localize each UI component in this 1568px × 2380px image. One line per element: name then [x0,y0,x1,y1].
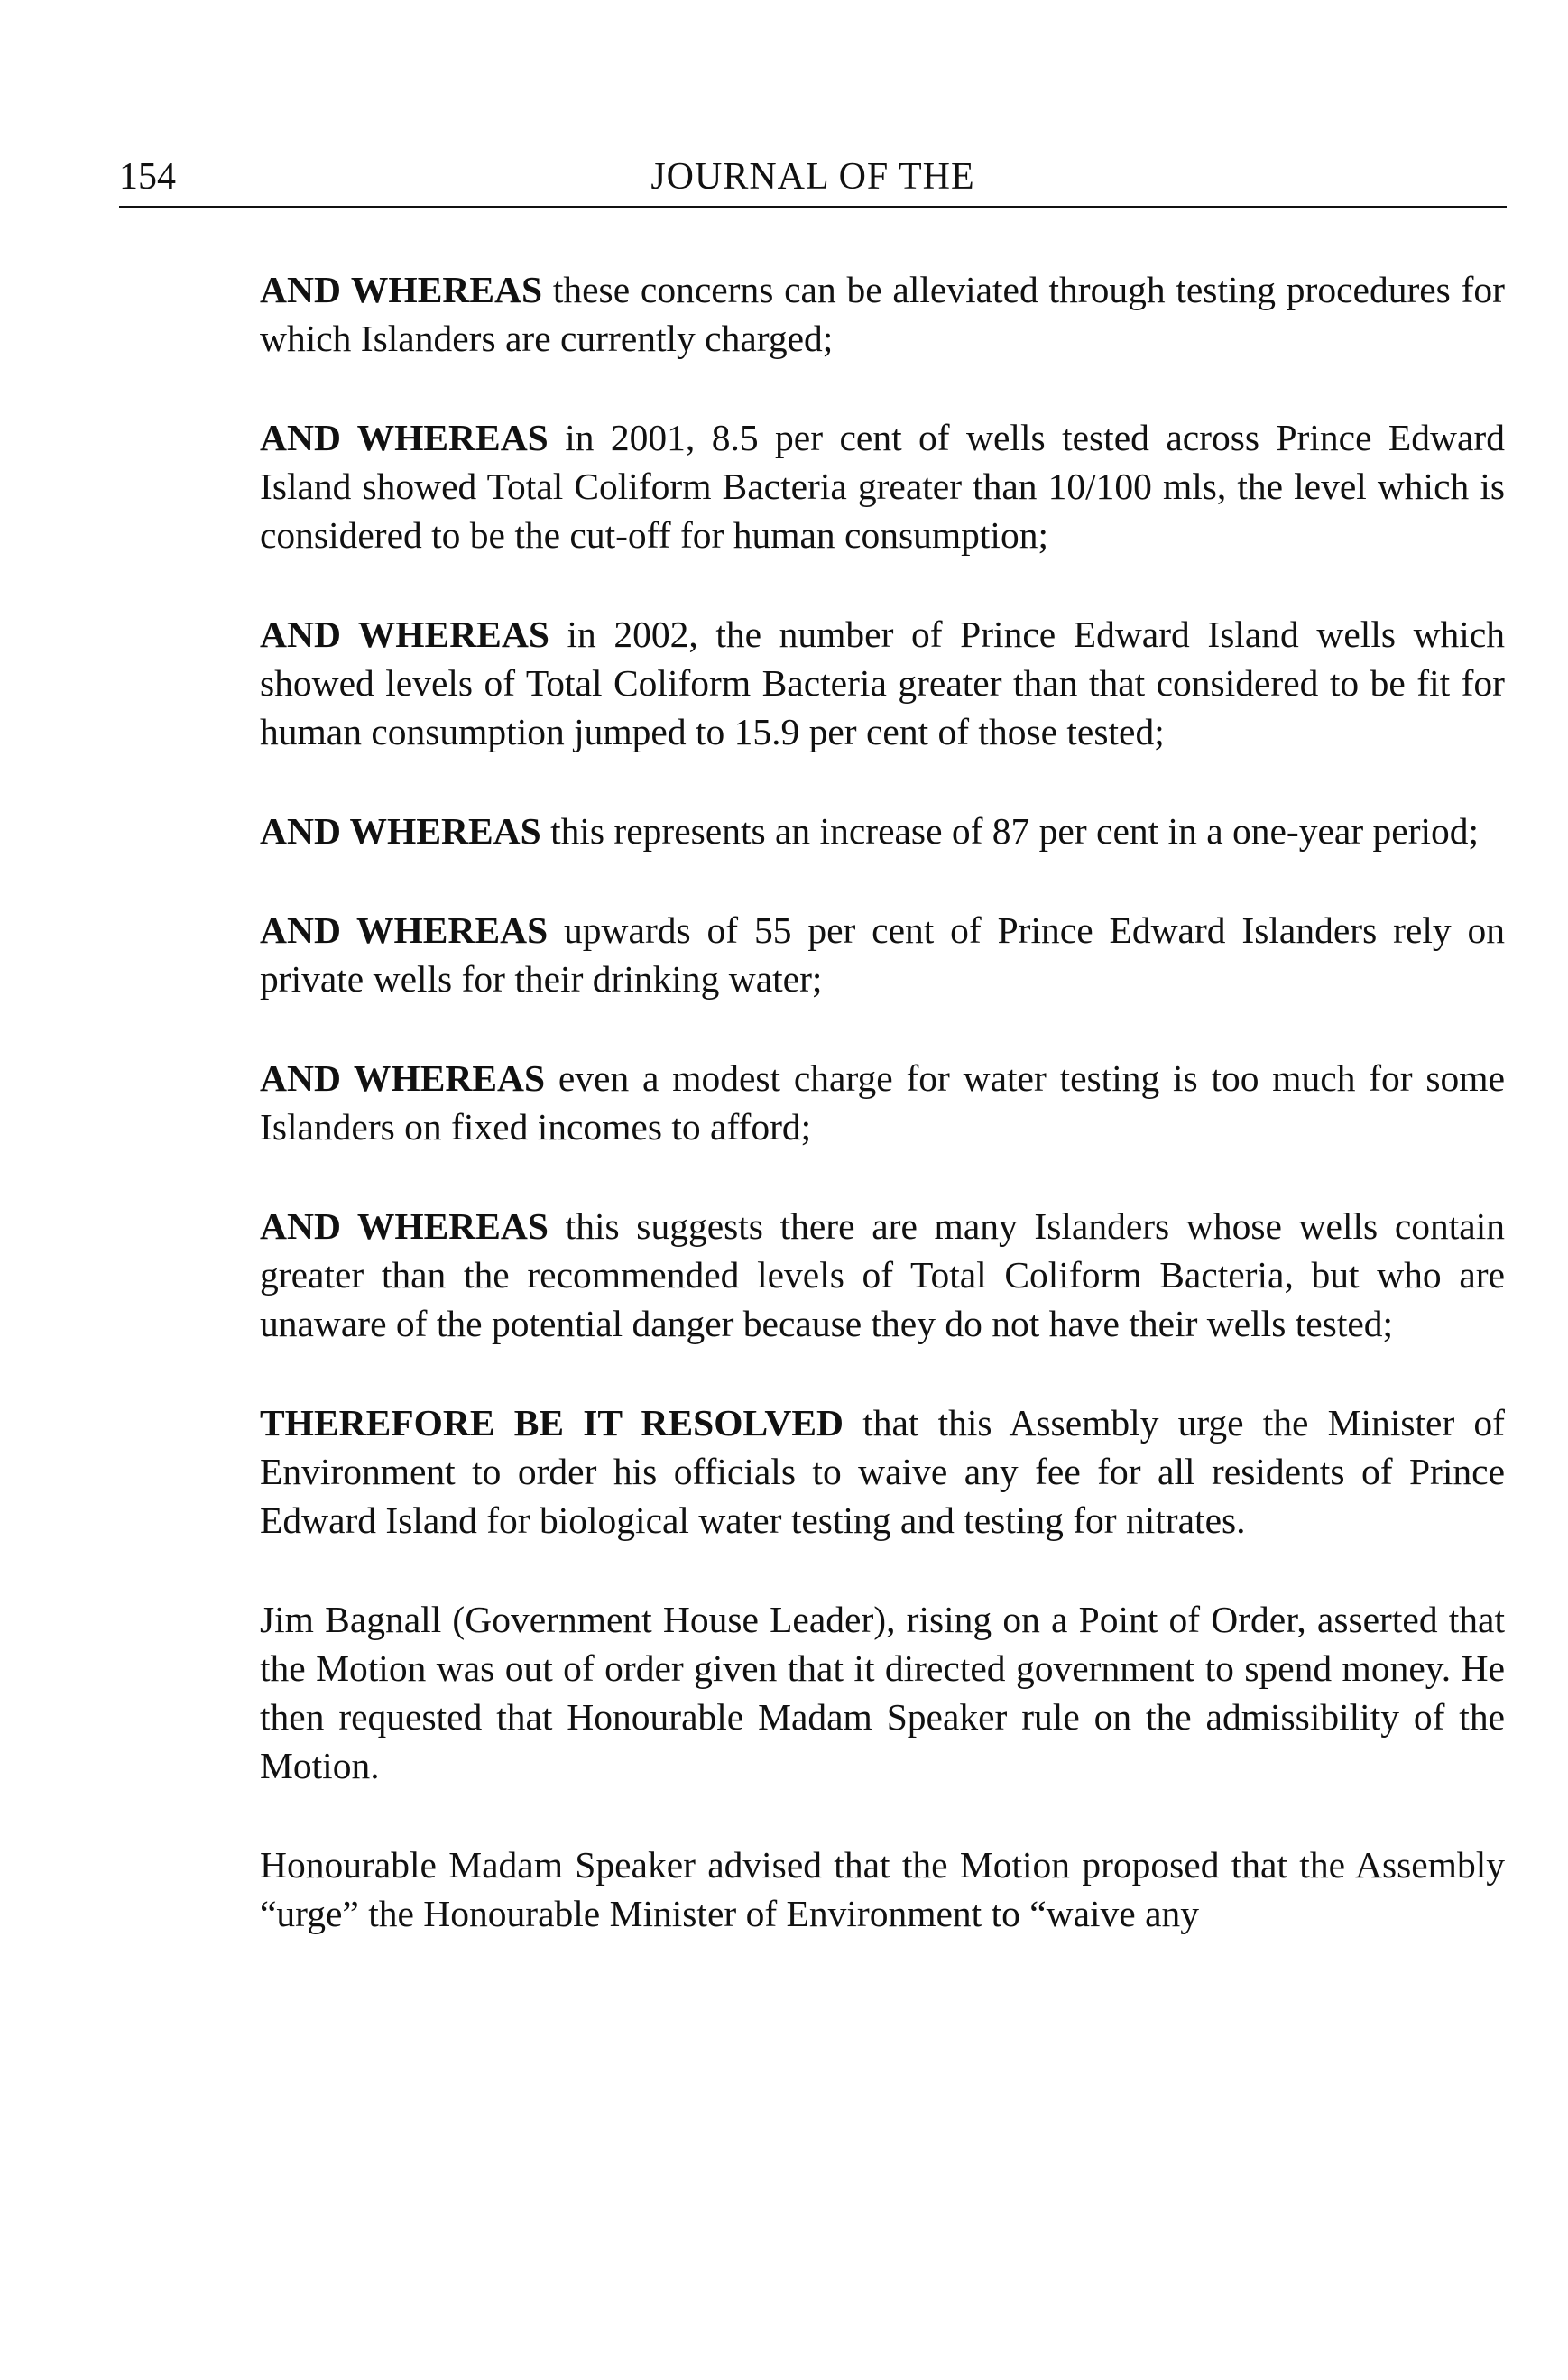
whereas-paragraph [260,807,1505,855]
paragraph-text: Jim Bagnall (Government House Leader), rising on a Point of Order, asserted that the Motion was out of order given that it directed government to spend money. He then requested that Honourable Madam Speaker rule on the admissibility of the Motion. [260,1599,1505,1786]
resolved-paragraph [260,1398,1505,1545]
paragraph-text: these concerns can be alleviated through testing procedures for which Islanders are currently charged; [260,269,1505,359]
page-number: 154 [119,156,176,198]
whereas-paragraph [260,610,1505,756]
page-header [119,153,1507,208]
speaker-ruling-paragraph [260,1840,1505,1938]
paragraph-lead: AND WHEREAS [260,269,543,310]
paragraph-lead: AND WHEREAS [260,1205,549,1247]
paragraph-text: this suggests there are many Islanders whose wells contain greater than the recommended levels of Total Coliform Bacteria, but who are unaware of the potential danger because they do not have their wells tested; [260,1205,1505,1344]
paragraph-text: this represents an increase of 87 per cent in a one-year period; [540,810,1480,852]
whereas-paragraph [260,265,1505,363]
page-body [260,265,1505,1988]
paragraph-text: in 2001, 8.5 per cent of wells tested across Prince Edward Island showed Total Coliform Bacteria greater than 10/100 mls, the level which is considered to be the cut-off for human consumption; [260,417,1505,556]
paragraph-text: in 2002, the number of Prince Edward Island wells which showed levels of Total Coliform Bacteria greater than that considered to be fit for human consumption jumped to 15.9 per cent of those tested; [260,613,1506,752]
whereas-paragraph [260,413,1505,559]
whereas-paragraph [260,906,1505,1003]
whereas-paragraph [260,1202,1505,1348]
paragraph-lead: AND WHEREAS [260,909,549,951]
running-head: JOURNAL OF THE [650,156,975,198]
paragraph-text: that this Assembly urge the Minister of Environment to order his officials to waive any fee for all residents of Prince Edward Island for biological water testing and testing for nitrates. [260,1402,1506,1541]
paragraph-lead: AND WHEREAS [260,417,549,458]
paragraph-text: even a modest charge for water testing is too much for some Islanders on fixed incomes to afford; [260,1057,1506,1148]
whereas-paragraph [260,1054,1505,1151]
point-of-order-paragraph [260,1595,1505,1790]
paragraph-text: Honourable Madam Speaker advised that the Motion proposed that the Assembly “urge” the Honourable Minister of Environment to “waive any [260,1844,1505,1934]
paragraph-lead: THEREFORE BE IT RESOLVED [260,1402,844,1444]
paragraph-lead: AND WHEREAS [260,1057,546,1099]
paragraph-lead: AND WHEREAS [260,810,541,852]
paragraph-text: upwards of 55 per cent of Prince Edward Islanders rely on private wells for their drinking water; [260,909,1505,1000]
paragraph-lead: AND WHEREAS [260,613,549,655]
